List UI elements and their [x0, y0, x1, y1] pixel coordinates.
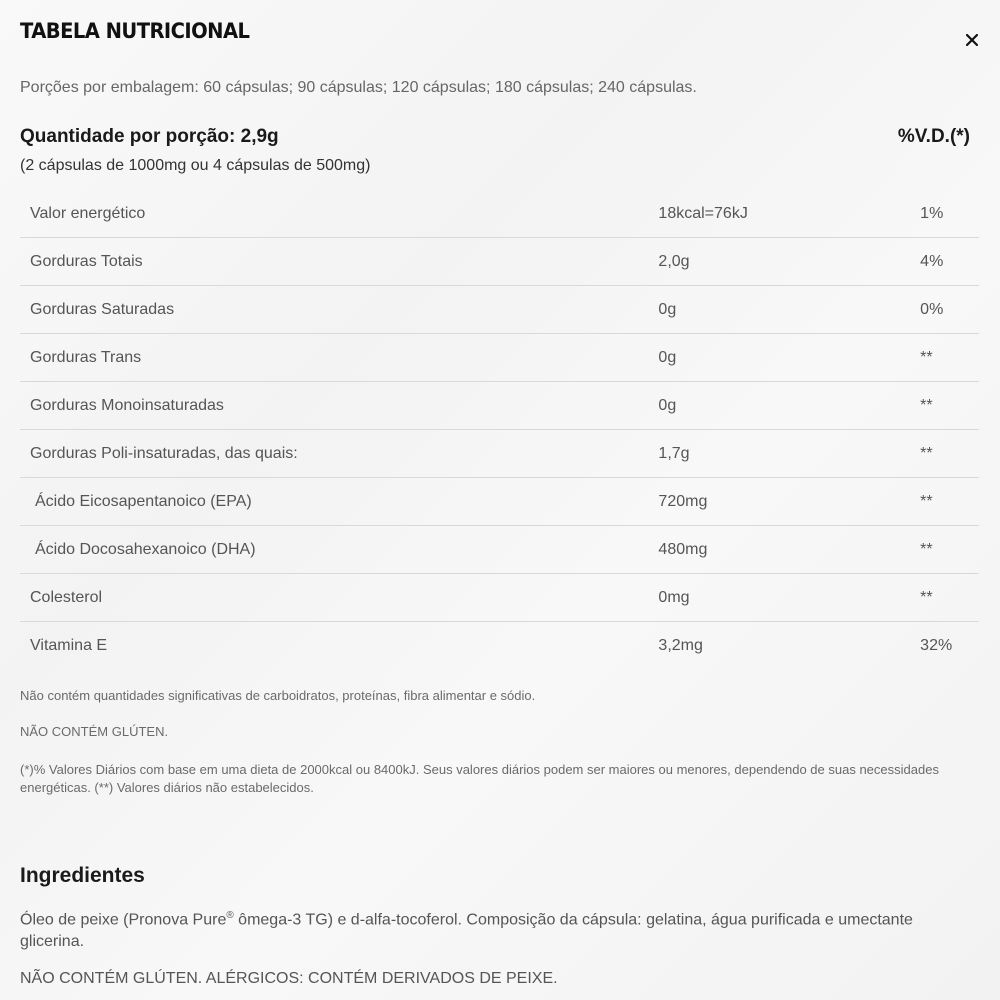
- nutrient-amount: 3,2mg: [658, 636, 703, 654]
- nutrient-name: Gorduras Totais: [20, 238, 658, 286]
- nutrient-name: Gorduras Trans: [20, 334, 658, 382]
- table-row: [20, 478, 979, 526]
- nutrient-vd: 32%: [920, 636, 953, 654]
- ingredients-text-end: ômega-3 TG) e d-alfa-tocoferol. Composição da cápsula: gelatina, água purificada e umectante glicerina.: [20, 911, 913, 951]
- table-row: [20, 238, 979, 286]
- table-row: [20, 382, 979, 430]
- nutrient-vd: **: [920, 478, 979, 526]
- nutrient-name: Ácido Docosahexanoico (DHA): [20, 526, 658, 574]
- nutrient-amount: 0g: [658, 382, 920, 430]
- nutrient-name: Gorduras Saturadas: [20, 286, 658, 334]
- nutrient-amount: 1,7g: [658, 430, 920, 478]
- nutrient-name: Valor energético: [20, 190, 658, 238]
- not-significant-note: Não contém quantidades significativas de carboidratos, proteínas, fibra alimentar e sódio.: [20, 688, 536, 703]
- daily-value-header: %V.D.(*): [897, 126, 970, 147]
- registered-mark: ®: [226, 910, 234, 921]
- nutrient-name: Gorduras Poli-insaturadas, das quais:: [20, 430, 658, 478]
- table-row: [20, 190, 979, 238]
- nutrient-vd: **: [920, 334, 979, 382]
- nutrient-amount: 0g: [658, 286, 920, 334]
- ingredients-text-start: Óleo de peixe (Pronova Pure: [20, 911, 227, 929]
- nutrient-amount: 2,0g: [658, 238, 920, 286]
- ingredients-text: [20, 905, 980, 953]
- nutrient-vd: 1%: [920, 190, 979, 238]
- serving-detail: (2 cápsulas de 1000mg ou 4 cápsulas de 500mg): [20, 157, 371, 174]
- ingredients-title: Ingredientes: [20, 864, 145, 887]
- table-row: [20, 574, 979, 622]
- nutrient-vd: 4%: [920, 238, 979, 286]
- allergen-note: NÃO CONTÉM GLÚTEN. ALÉRGICOS: CONTÉM DERIVADOS DE PEIXE.: [20, 970, 558, 987]
- nutrient-name: Gorduras Monoinsaturadas: [20, 382, 658, 430]
- table-row: [20, 526, 979, 574]
- nutrient-name: Vitamina E: [30, 636, 108, 654]
- page-title: TABELA NUTRICIONAL: [20, 19, 250, 43]
- nutrient-name: Colesterol: [20, 574, 658, 622]
- close-icon: [958, 26, 986, 54]
- nutrient-name: Ácido Eicosapentanoico (EPA): [20, 478, 658, 526]
- table-row: [20, 334, 979, 382]
- nutrient-amount: 480mg: [658, 526, 920, 574]
- nutrient-vd: **: [920, 574, 979, 622]
- nutrient-amount: 0mg: [658, 574, 920, 622]
- gluten-note: NÃO CONTÉM GLÚTEN.: [20, 724, 169, 739]
- nutrient-vd: **: [920, 430, 979, 478]
- serving-quantity: Quantidade por porção: 2,9g: [20, 126, 279, 147]
- nutrient-amount: 720mg: [658, 478, 920, 526]
- nutrient-amount: 18kcal=76kJ: [658, 190, 920, 238]
- daily-values-note: (*)% Valores Diários com base em uma dieta de 2000kcal ou 8400kJ. Seus valores diários podem ser maiores ou menores, dependendo de suas necessidades energéticas. (**) Valores diários não estabelecidos.: [20, 762, 939, 795]
- table-row: [20, 430, 979, 478]
- table-row: [20, 286, 979, 334]
- nutrient-amount: 0g: [658, 334, 920, 382]
- nutrient-vd: **: [920, 382, 979, 430]
- portions-text: Porções por embalagem: 60 cápsulas; 90 cápsulas; 120 cápsulas; 180 cápsulas; 240 cápsulas.: [20, 79, 697, 96]
- nutrient-vd: 0%: [920, 286, 979, 334]
- table-row: [20, 622, 979, 670]
- close-button[interactable]: [958, 26, 986, 54]
- nutrient-vd: **: [920, 526, 979, 574]
- nutrition-table: [20, 190, 979, 669]
